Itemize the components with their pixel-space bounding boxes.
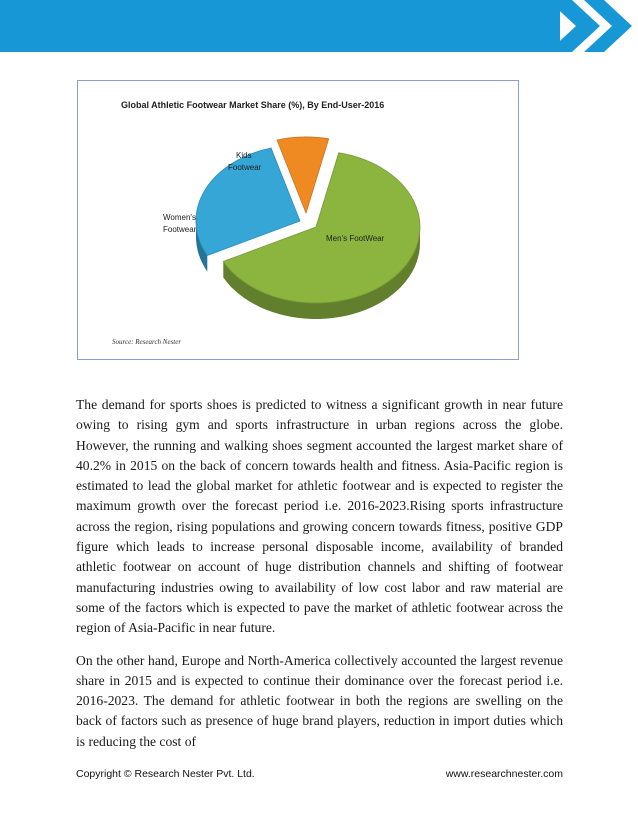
slice-label-kids-line1: Kids [236,151,252,160]
chart-source: Source: Research Nester [112,338,182,346]
top-banner [0,0,638,52]
slice-label-kids-line2: Footwear [228,163,262,172]
pie-chart [78,81,518,359]
chart-figure [77,80,519,360]
body-text [76,395,563,764]
website-link[interactable]: www.researchnester.com [445,768,563,780]
slice-label-women-line2: Footwear [163,225,197,234]
paragraph: The demand for sports shoes is predicted to witness a significant growth in near future owing to rising gym and sports infrastructure in urban regions across the globe. However, the running and walking shoes segment accounted the largest market share of 40.2% in 2015 on the back of concern towards health and fitness. Asia-Pacific region is estimated to lead the global market for athletic footwear and is expected to register the maximum growth over the forecast period i.e. 2016-2023.Rising sports infrastructure across the region, rising populations and growing concern towards fitness, positive GDP figure which leads to increase personal disposable income, availability of branded athletic footwear on account of huge distribution channels and shifting of footwear manufacturing industries owing to availability of low cost labor and raw material are some of the factors which is expected to pave the market of athletic footwear across the region of Asia-Pacific in near future. [76,397,563,636]
page-footer [76,768,563,784]
copyright-text: Copyright © Research Nester Pvt. Ltd. [76,768,255,780]
paragraph: On the other hand, Europe and North-America collectively accounted the largest revenue share in 2015 and is expected to continue their dominance over the forecast period i.e. 2016-2023. The demand for athletic footwear in both the regions are swelling on the back of factors such as presence of huge brand players, reduction in import duties which is reducing the cost of [76,652,563,749]
banner-bar [0,0,560,52]
slice-label-men: Men's FootWear [326,234,385,243]
chart-title: Global Athletic Footwear Market Share (%), By End-User-2016 [121,100,385,110]
slice-label-women-line1: Women's [163,213,196,222]
